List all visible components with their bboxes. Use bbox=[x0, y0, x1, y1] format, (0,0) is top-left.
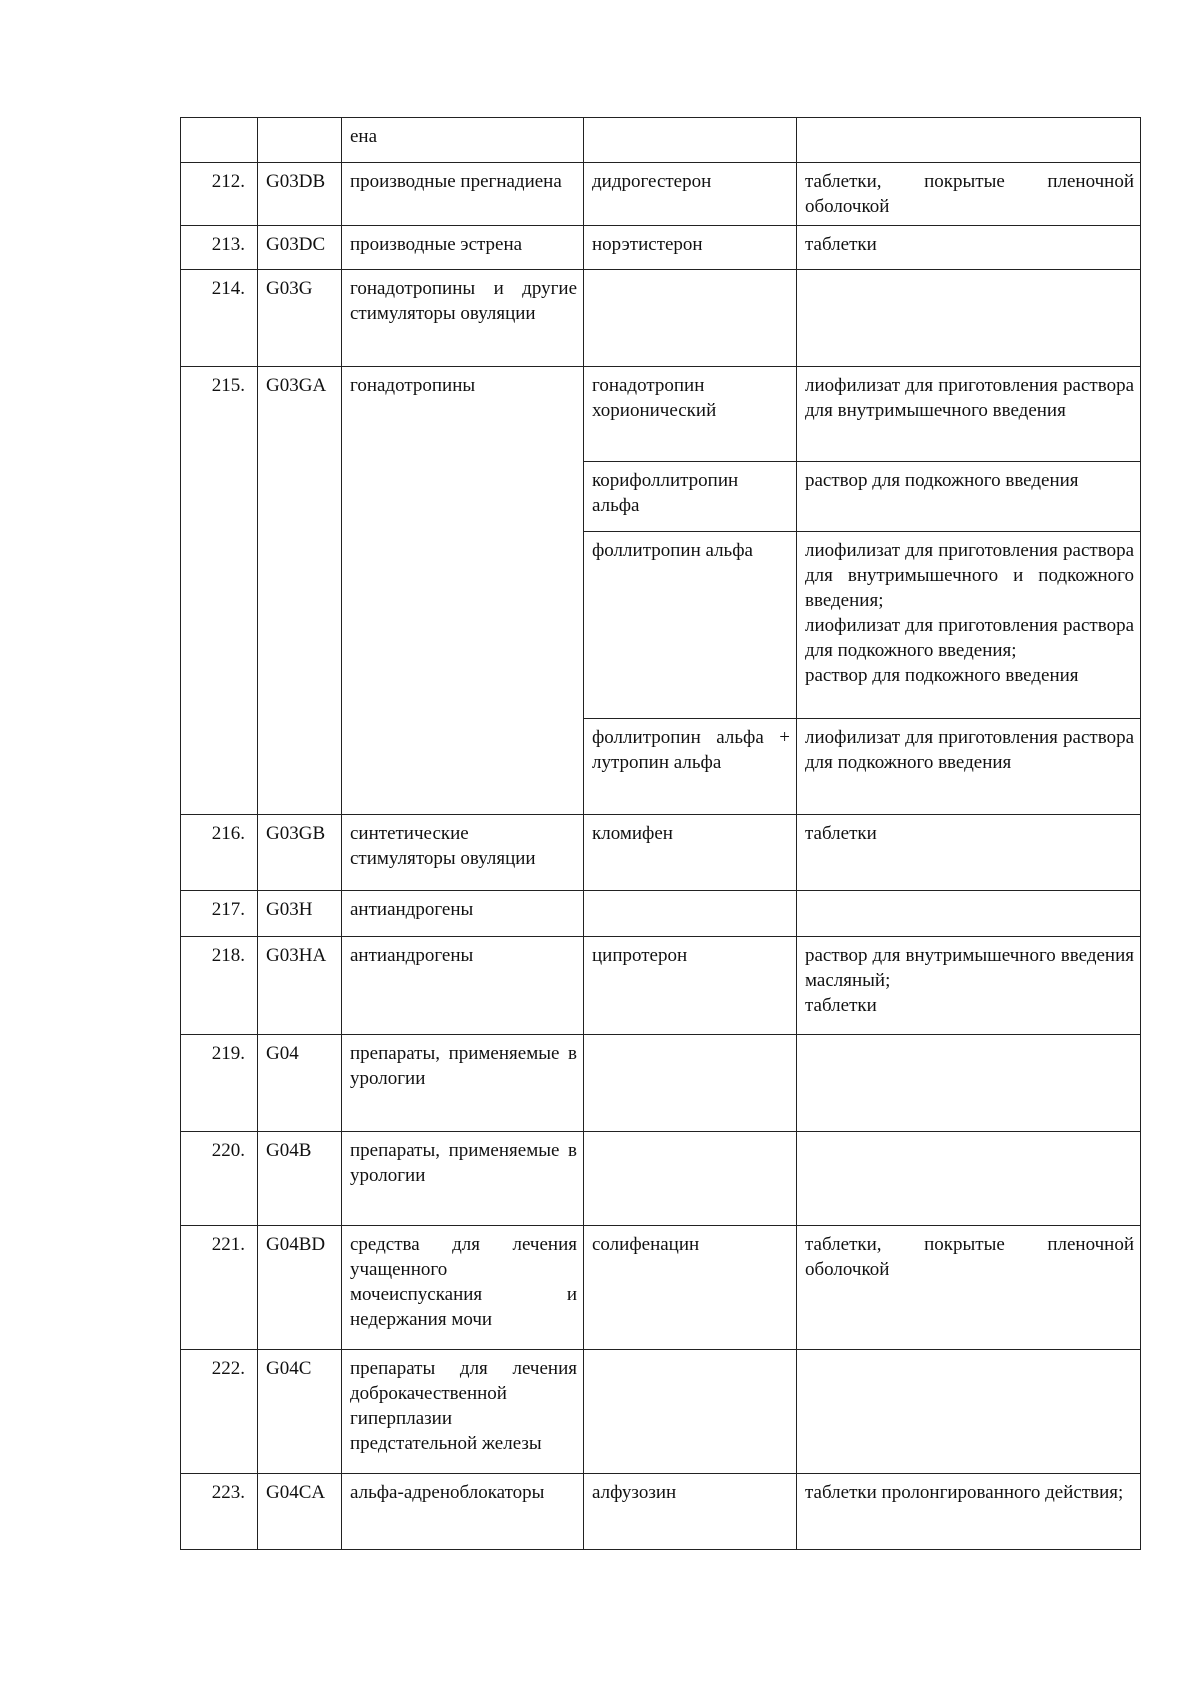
atc-code: G03DC bbox=[258, 226, 342, 270]
atc-code: G04CA bbox=[258, 1474, 342, 1550]
drug-name bbox=[584, 1350, 797, 1474]
atc-code: G03G bbox=[258, 270, 342, 367]
drug-name: гонадотропин хорионический bbox=[584, 367, 797, 462]
drug-name: корифоллитропин альфа bbox=[584, 462, 797, 532]
dosage-forms bbox=[797, 367, 1141, 462]
atc-code: G04BD bbox=[258, 1226, 342, 1350]
dosage-form: таблетки bbox=[805, 995, 877, 1016]
row-number: 221. bbox=[181, 1226, 258, 1350]
drug-name: кломифен bbox=[584, 815, 797, 891]
atc-code: G04 bbox=[258, 1035, 342, 1132]
table-row bbox=[181, 1350, 1141, 1474]
drug-name bbox=[584, 1035, 797, 1132]
dosage-form: раствор для внутримышечного введения масляный; bbox=[805, 945, 1134, 991]
dosage-form: лиофилизат для приготовления раствора для подкожного введения bbox=[805, 727, 1134, 773]
row-number: 223. bbox=[181, 1474, 258, 1550]
table-row bbox=[181, 1474, 1141, 1550]
table-row bbox=[181, 226, 1141, 270]
row-number: 220. bbox=[181, 1132, 258, 1226]
dosage-form: лиофилизат для приготовления раствора для подкожного введения; bbox=[805, 615, 1134, 661]
drug-name: норэтистерон bbox=[584, 226, 797, 270]
dosage-form: лиофилизат для приготовления раствора для внутримышечного введения bbox=[805, 375, 1134, 421]
row-number: 213. bbox=[181, 226, 258, 270]
drug-name bbox=[584, 118, 797, 163]
group-name: ена bbox=[342, 118, 584, 163]
table-row bbox=[181, 891, 1141, 937]
row-number: 214. bbox=[181, 270, 258, 367]
table-row bbox=[181, 1035, 1141, 1132]
group-name: препараты для лечения доброкачественной гиперплазии предстательной железы bbox=[342, 1350, 584, 1474]
drug-name: фоллитропин альфа bbox=[584, 532, 797, 719]
dosage-forms bbox=[797, 270, 1141, 367]
atc-code: G03H bbox=[258, 891, 342, 937]
dosage-forms bbox=[797, 1035, 1141, 1132]
atc-code: G04B bbox=[258, 1132, 342, 1226]
dosage-form: таблетки bbox=[805, 823, 877, 844]
row-number: 222. bbox=[181, 1350, 258, 1474]
dosage-form: таблетки bbox=[805, 234, 877, 255]
dosage-forms bbox=[797, 1474, 1141, 1550]
row-number: 219. bbox=[181, 1035, 258, 1132]
group-name: препараты, применяемые в урологии bbox=[342, 1035, 584, 1132]
group-name: производные эстрена bbox=[342, 226, 584, 270]
row-number: 217. bbox=[181, 891, 258, 937]
dosage-form: раствор для подкожного введения bbox=[805, 665, 1079, 686]
drug-name bbox=[584, 270, 797, 367]
dosage-forms bbox=[797, 1132, 1141, 1226]
group-name: препараты, применяемые в урологии bbox=[342, 1132, 584, 1226]
dosage-form: таблетки, покрытые пленочной оболочкой bbox=[805, 171, 1134, 217]
atc-code: G03GB bbox=[258, 815, 342, 891]
table-row bbox=[181, 1226, 1141, 1350]
dosage-forms bbox=[797, 1226, 1141, 1350]
drug-name: дидрогестерон bbox=[584, 163, 797, 226]
dosage-forms bbox=[797, 118, 1141, 163]
table-row bbox=[181, 937, 1141, 1035]
drug-name: солифенацин bbox=[584, 1226, 797, 1350]
group-name: средства для лечения учащенного мочеиспускания и недержания мочи bbox=[342, 1226, 584, 1350]
dosage-forms bbox=[797, 1350, 1141, 1474]
row-number: 212. bbox=[181, 163, 258, 226]
dosage-forms bbox=[797, 719, 1141, 815]
dosage-forms bbox=[797, 891, 1141, 937]
drug-name: алфузозин bbox=[584, 1474, 797, 1550]
atc-code: G03HA bbox=[258, 937, 342, 1035]
dosage-forms bbox=[797, 937, 1141, 1035]
table-row bbox=[181, 270, 1141, 367]
group-name: альфа-адреноблокаторы bbox=[342, 1474, 584, 1550]
atc-code: G03DB bbox=[258, 163, 342, 226]
dosage-form: лиофилизат для приготовления раствора для внутримышечного и подкожного введения; bbox=[805, 540, 1134, 611]
atc-code: G03GA bbox=[258, 367, 342, 815]
atc-code bbox=[258, 118, 342, 163]
drug-name bbox=[584, 891, 797, 937]
group-name: производные прегнадиена bbox=[342, 163, 584, 226]
row-number: 215. bbox=[181, 367, 258, 815]
table-row bbox=[181, 163, 1141, 226]
group-name: антиандрогены bbox=[342, 891, 584, 937]
dosage-forms bbox=[797, 532, 1141, 719]
dosage-form: раствор для подкожного введения bbox=[805, 470, 1079, 491]
group-name: гонадотропины и другие стимуляторы овуляции bbox=[342, 270, 584, 367]
drug-name: ципротерон bbox=[584, 937, 797, 1035]
drug-name bbox=[584, 1132, 797, 1226]
dosage-form: таблетки, покрытые пленочной оболочкой bbox=[805, 1234, 1134, 1280]
dosage-forms bbox=[797, 462, 1141, 532]
drug-name: фоллитропин альфа + лутропин альфа bbox=[584, 719, 797, 815]
table-row bbox=[181, 367, 1141, 462]
dosage-forms bbox=[797, 163, 1141, 226]
table-row bbox=[181, 118, 1141, 163]
row-number: 218. bbox=[181, 937, 258, 1035]
group-name: синтетические стимуляторы овуляции bbox=[342, 815, 584, 891]
row-number: 216. bbox=[181, 815, 258, 891]
row-number bbox=[181, 118, 258, 163]
group-name: антиандрогены bbox=[342, 937, 584, 1035]
dosage-forms bbox=[797, 226, 1141, 270]
dosage-forms bbox=[797, 815, 1141, 891]
drug-table bbox=[180, 117, 1141, 1550]
atc-code: G04C bbox=[258, 1350, 342, 1474]
table-row bbox=[181, 1132, 1141, 1226]
dosage-form: таблетки пролонгированного действия; bbox=[805, 1482, 1124, 1503]
group-name: гонадотропины bbox=[342, 367, 584, 815]
table-row bbox=[181, 815, 1141, 891]
